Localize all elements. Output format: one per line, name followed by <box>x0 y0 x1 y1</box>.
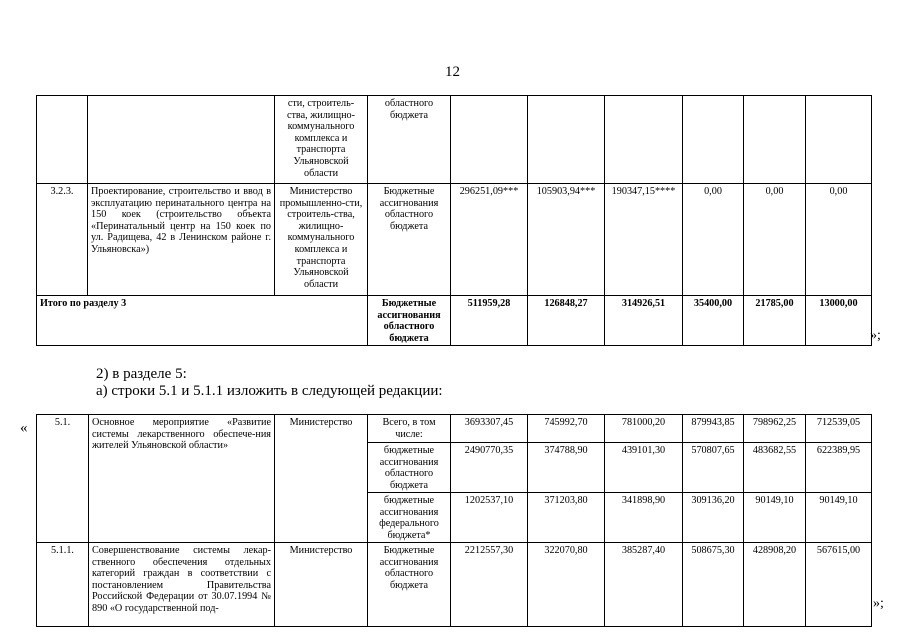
value-cell: 371203,80 <box>528 493 605 543</box>
value-cell <box>683 96 744 184</box>
value-cell: 712539,05 <box>806 415 872 443</box>
value-cell: 90149,10 <box>744 493 806 543</box>
value-cell: 781000,20 <box>605 415 683 443</box>
executor: Министерство промышленно-сти, строитель-ства, жилищно-коммунального комплекса и транспорта Ульяновской области <box>275 184 368 296</box>
table-row <box>37 184 872 296</box>
value-cell: 622389,95 <box>806 443 872 493</box>
funding-source: Бюджетные ассигнования областного бюджета <box>368 296 451 346</box>
value-cell <box>806 96 872 184</box>
value-cell: 90149,10 <box>806 493 872 543</box>
value-cell: 2212557,30 <box>451 543 528 627</box>
executor: Министерство <box>275 543 368 627</box>
row-number: 5.1.1. <box>37 543 89 627</box>
value-cell: 3693307,45 <box>451 415 528 443</box>
value-cell: 35400,00 <box>683 296 744 346</box>
closing-quote: »; <box>873 596 884 611</box>
value-cell: 341898,90 <box>605 493 683 543</box>
table-row <box>37 96 872 184</box>
value-cell: 798962,25 <box>744 415 806 443</box>
value-cell: 0,00 <box>806 184 872 296</box>
closing-quote: »; <box>870 328 881 343</box>
page-number: 12 <box>445 64 460 80</box>
funding-source: Бюджетные ассигнования областного бюджета <box>368 543 451 627</box>
value-cell: 570807,65 <box>683 443 744 493</box>
value-cell: 21785,00 <box>744 296 806 346</box>
funding-source: областного бюджета <box>368 96 451 184</box>
total-row <box>37 296 872 346</box>
total-label: Итого по разделу 3 <box>37 296 368 346</box>
value-cell: 483682,55 <box>744 443 806 493</box>
funding-source: бюджетные ассигнования областного бюджета <box>368 443 451 493</box>
value-cell: 0,00 <box>683 184 744 296</box>
value-cell <box>451 96 528 184</box>
value-cell: 374788,90 <box>528 443 605 493</box>
value-cell: 105903,94*** <box>528 184 605 296</box>
opening-quote: « <box>20 420 28 436</box>
funding-source: Бюджетные ассигнования областного бюджета <box>368 184 451 296</box>
value-cell: 567615,00 <box>806 543 872 627</box>
value-cell <box>528 96 605 184</box>
value-cell: 296251,09*** <box>451 184 528 296</box>
value-cell: 1202537,10 <box>451 493 528 543</box>
table-row <box>37 543 872 627</box>
value-cell: 2490770,35 <box>451 443 528 493</box>
row-number <box>37 96 88 184</box>
value-cell: 511959,28 <box>451 296 528 346</box>
value-cell: 309136,20 <box>683 493 744 543</box>
value-cell: 439101,30 <box>605 443 683 493</box>
value-cell: 879943,85 <box>683 415 744 443</box>
value-cell: 745992,70 <box>528 415 605 443</box>
measure-name: Совершенствование системы лекар-ственного обеспечения отдельных категорий граждан в соответствии с постановлением Правительства Российской Федерации от 30.07.1994 № 890 «О государственной под- <box>89 543 275 627</box>
value-cell <box>605 96 683 184</box>
value-cell <box>744 96 806 184</box>
budget-table-section-3 <box>36 95 872 346</box>
value-cell: 508675,30 <box>683 543 744 627</box>
measure-name: Основное мероприятие «Развитие системы лекарственного обеспече-ния жителей Ульяновской области» <box>89 415 275 543</box>
value-cell: 13000,00 <box>806 296 872 346</box>
instruction-text: а) строки 5.1 и 5.1.1 изложить в следующей редакции: <box>96 383 443 399</box>
value-cell: 190347,15**** <box>605 184 683 296</box>
value-cell: 428908,20 <box>744 543 806 627</box>
executor: Министерство <box>275 415 368 543</box>
value-cell: 126848,27 <box>528 296 605 346</box>
measure-name <box>88 96 275 184</box>
funding-source: Всего, в том числе: <box>368 415 451 443</box>
funding-source: бюджетные ассигнования федерального бюджета* <box>368 493 451 543</box>
value-cell: 385287,40 <box>605 543 683 627</box>
row-number: 5.1. <box>37 415 89 543</box>
executor: сти, строитель-ства, жилищно-коммунального комплекса и транспорта Ульяновской области <box>275 96 368 184</box>
section-heading: 2) в разделе 5: <box>96 366 187 382</box>
row-number: 3.2.3. <box>37 184 88 296</box>
value-cell: 322070,80 <box>528 543 605 627</box>
table-row <box>37 415 872 443</box>
value-cell: 0,00 <box>744 184 806 296</box>
budget-table-section-5 <box>36 414 872 627</box>
measure-name: Проектирование, строительство и ввод в эксплуатацию перинатального центра на 150 коек (строительство объекта «Перинатальный центр на 150 коек по ул. Радищева, 42 в Ленинском районе г. Ульяновска») <box>88 184 275 296</box>
value-cell: 314926,51 <box>605 296 683 346</box>
